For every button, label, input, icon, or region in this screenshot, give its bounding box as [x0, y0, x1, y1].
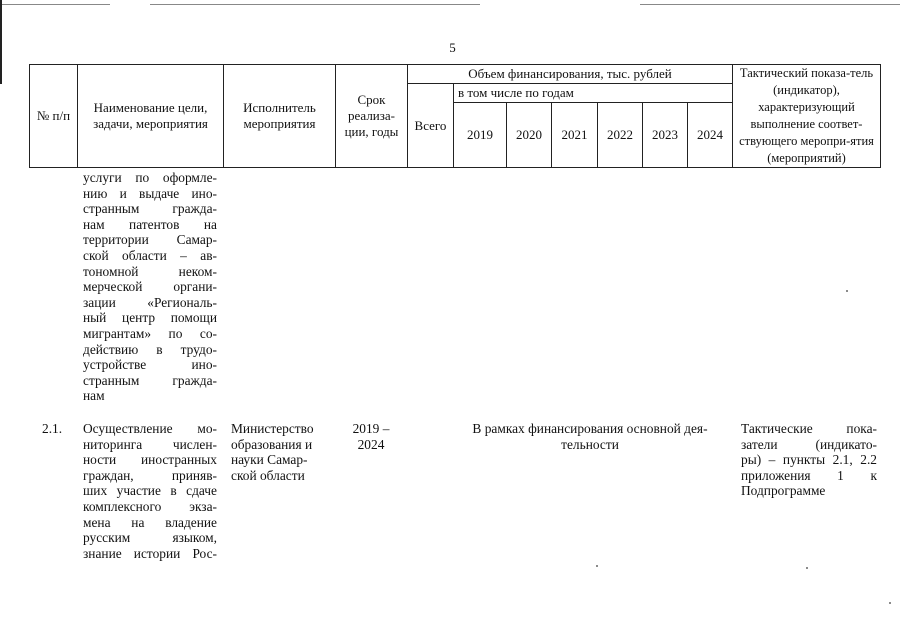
header-year-2019: 2019 — [454, 103, 507, 168]
header-executor: Исполнитель мероприятия — [224, 65, 336, 168]
row-2-1-name-line: комплексного экза- — [83, 498, 217, 514]
continuation-line: ской области – ав- — [83, 247, 217, 263]
row-2-1-executor-line: науки Самар- — [231, 452, 308, 468]
top-rule-right — [640, 4, 900, 5]
header-year-2022: 2022 — [598, 103, 643, 168]
row-2-1-funding-line: В рамках финансирования основной дея- — [472, 421, 708, 436]
continuation-line: ный центр помощи — [83, 310, 217, 326]
continuation-line: тономной неком- — [83, 263, 217, 279]
row-2-1-name-line: ших участие в сдаче — [83, 483, 217, 499]
row-2-1-name-line: ниторинга числен- — [83, 436, 217, 452]
row-2-1-term-line: 2019 – — [352, 421, 390, 436]
row-2-1-indicator-line: приложения 1 к — [741, 467, 877, 483]
row-2-1-indicator-line: Тактические пока- — [741, 421, 877, 436]
continuation-line: мерческой органи- — [83, 279, 217, 295]
continuation-line: зации «Региональ- — [83, 294, 217, 310]
continuation-line: странным гражда- — [83, 201, 217, 217]
header-funding: Объем финансирования, тыс. рублей — [408, 65, 733, 84]
row-2-1-executor — [231, 421, 331, 483]
row-2-1-name-line: знание истории Рос- — [83, 545, 217, 561]
top-rule-left — [0, 4, 110, 5]
header-year-2020: 2020 — [507, 103, 552, 168]
row-2-1-indicator-line: затели (индикато- — [741, 436, 877, 452]
header-total: Всего — [408, 84, 454, 168]
row-2-1-term — [336, 421, 406, 452]
header-term: Срок реализа-ции, годы — [336, 65, 408, 168]
row-2-1-funding-line: тельности — [561, 436, 619, 452]
scan-speck — [846, 290, 848, 292]
header-no: № п/п — [30, 65, 78, 168]
continuation-line: нию и выдаче ино- — [83, 185, 217, 201]
row-2-1-name-line: Осуществление мо- — [83, 421, 217, 436]
header-indicator: Тактический показа-тель (индикатор), характеризующий выполнение соответ-ствующего меропри-ятия (мероприятий) — [733, 65, 881, 168]
top-rule-mid — [150, 4, 480, 5]
continuation-line: нам патентов на — [83, 216, 217, 232]
row-2-1-name-line: русским языком, — [83, 530, 217, 546]
header-year-2021: 2021 — [552, 103, 598, 168]
header-by-years: в том числе по годам — [454, 84, 733, 103]
row-2-1-indicator-line: ры) – пункты 2.1, 2.2 — [741, 452, 877, 468]
row-2-1-executor-line: Министерство — [231, 421, 314, 436]
row-2-1-executor-line: образования и — [231, 436, 313, 452]
continuation-line: территории Самар- — [83, 232, 217, 248]
scan-speck — [889, 602, 891, 604]
header-year-2024: 2024 — [688, 103, 733, 168]
row-2-1-indicator — [741, 421, 877, 499]
row-2-1-name-line: граждан, приняв- — [83, 467, 217, 483]
continuation-line: странным гражда- — [83, 372, 217, 388]
page-number: 5 — [449, 40, 456, 55]
continuation-line: услуги по оформле- — [83, 170, 217, 185]
continuation-line: нам — [83, 388, 105, 404]
continuation-line: мигрантам» по со- — [83, 325, 217, 341]
scan-speck — [806, 567, 808, 569]
row-2-1-name — [83, 421, 217, 561]
row-2-1-funding — [454, 421, 726, 452]
row-2-1-indicator-line: Подпрограмме — [741, 483, 826, 499]
row-2-1-name-line: ности иностранных — [83, 452, 217, 468]
continuation-line: действию в трудо- — [83, 341, 217, 357]
table-header — [29, 64, 881, 168]
continuation-line: устройстве ино- — [83, 357, 217, 373]
row-2-1-executor-line: ской области — [231, 467, 305, 483]
row-2-1-term-line: 2024 — [357, 436, 385, 452]
row-2-1-number: 2.1. — [42, 421, 63, 436]
continuation-text — [83, 170, 217, 404]
row-2-1-name-line: мена на владение — [83, 514, 217, 530]
header-year-2023: 2023 — [643, 103, 688, 168]
scan-speck — [596, 565, 598, 567]
header-name: Наименование цели, задачи, мероприятия — [78, 65, 224, 168]
